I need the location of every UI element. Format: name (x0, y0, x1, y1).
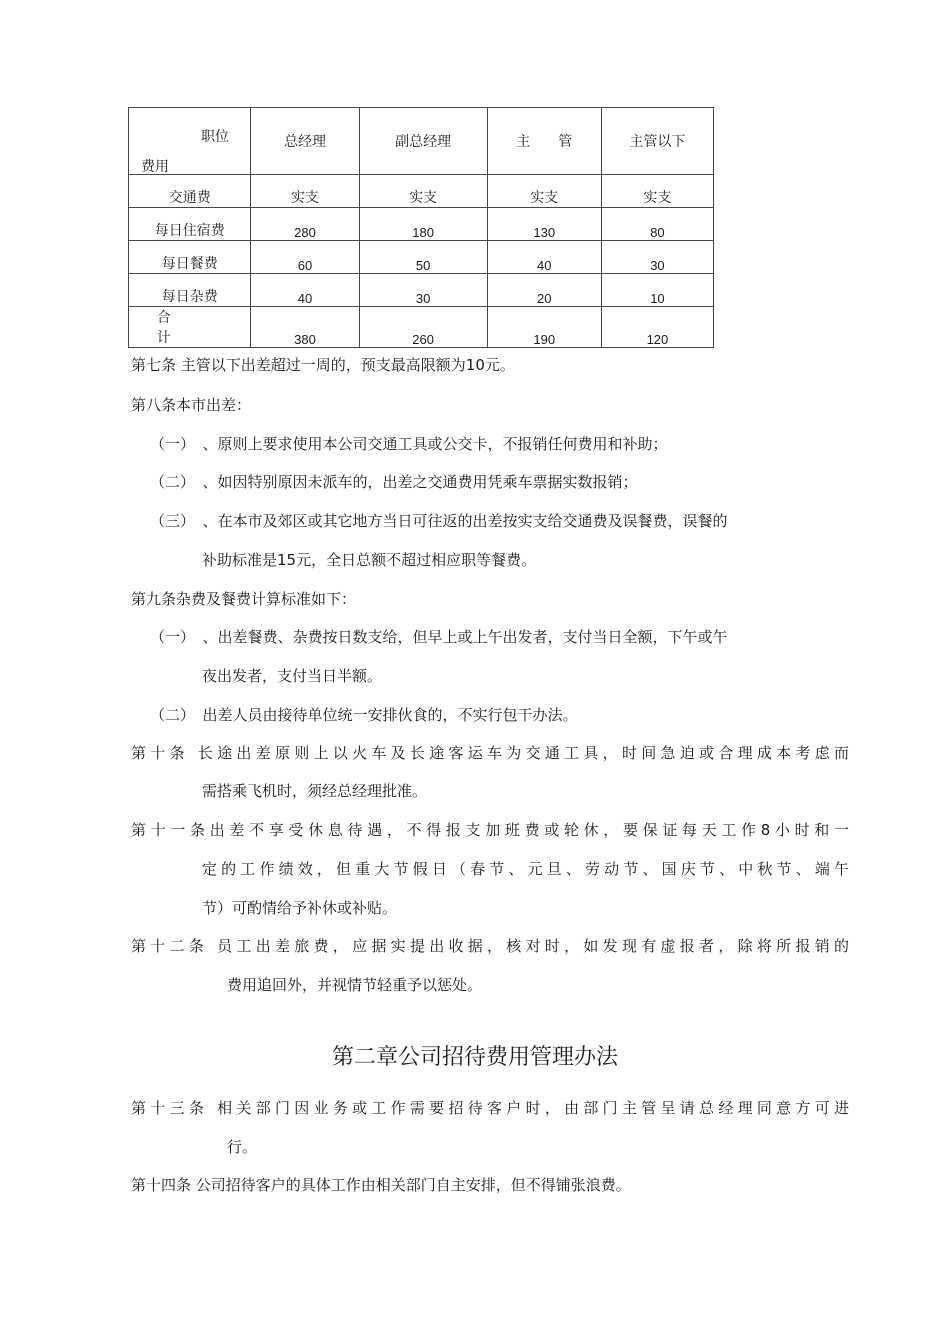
row-label: 交通费 (129, 175, 251, 208)
article-7: 第七条 主管以下出差超过一周的，预支最高限额为10元。 (131, 356, 515, 374)
table-cell: 实支 (601, 175, 713, 208)
row-label: 每日餐费 (129, 241, 251, 274)
table-cell: 实支 (251, 175, 359, 208)
travel-expense-table (128, 107, 714, 348)
table-corner-cell (129, 108, 251, 175)
table-cell: 20 (487, 274, 601, 307)
article-10: 第十条 长途出差原则上以火车及长途客运车为交通工具，时间急迫或合理成本考虑而 (131, 744, 849, 762)
article-9-item-1: （一） 、出差餐费、杂费按日数支给，但早上或上午出发者，支付当日全额，下午或午 (150, 628, 728, 646)
article-8-item-2: （二） 、如因特别原因未派车的，出差之交通费用凭乘车票据实数报销； (150, 473, 638, 491)
table-cell: 实支 (487, 175, 601, 208)
table-cell: 130 (487, 208, 601, 241)
article-9-title: 第九条杂费及餐费计算标准如下： (131, 590, 357, 608)
table-cell: 120 (601, 307, 713, 348)
article-11-cont-2: 节）可酌情给予补休或补贴。 (202, 899, 398, 917)
table-cell: 40 (251, 274, 359, 307)
table-row-total (129, 307, 714, 348)
table-cell: 40 (487, 241, 601, 274)
article-12-cont: 费用追回外，并视情节轻重予以惩处。 (227, 976, 483, 994)
table-cell: 10 (601, 274, 713, 307)
table-cell: 实支 (359, 175, 487, 208)
article-8-item-1: （一） 、原则上要求使用本公司交通工具或公交卡，不报销任何费用和补助； (150, 435, 668, 453)
table-cell: 60 (251, 241, 359, 274)
table-cell: 80 (601, 208, 713, 241)
table-row (129, 274, 714, 307)
table-cell: 380 (251, 307, 359, 348)
article-8-title: 第八条本市出差： (131, 396, 252, 414)
article-14: 第十四条 公司招待客户的具体工作由相关部门自主安排，但不得铺张浪费。 (131, 1176, 631, 1194)
article-9-item-1-cont: 夜出发者，支付当日半额。 (202, 667, 383, 685)
table-row (129, 208, 714, 241)
header-general-manager: 总经理 (251, 108, 359, 175)
article-8-item-3-cont: 补助标准是15元，全日总额不超过相应职等餐费。 (202, 551, 537, 569)
article-13: 第十三条 相关部门因业务或工作需要招待客户时，由部门主管呈请总经理同意方可进 (131, 1099, 849, 1117)
row-label: 每日杂费 (129, 274, 251, 307)
table-row (129, 241, 714, 274)
corner-expense-label: 费用 (141, 159, 169, 175)
table-row (129, 175, 714, 208)
row-label-total: 合计 (129, 307, 251, 348)
article-13-cont: 行。 (227, 1138, 258, 1156)
table-cell: 180 (359, 208, 487, 241)
table-cell: 190 (487, 307, 601, 348)
article-11-cont-1: 定的工作绩效，但重大节假日（春节、元旦、劳动节、国庆节、中秋节、端午 (202, 860, 849, 878)
header-deputy-general-manager: 副总经理 (359, 108, 487, 175)
table-cell: 30 (601, 241, 713, 274)
article-9-item-2: （二） 出差人员由接待单位统一安排伙食的，不实行包干办法。 (150, 706, 578, 724)
chapter-heading: 第二章公司招待费用管理办法 (331, 1045, 618, 1070)
table-header-row (129, 108, 714, 175)
header-below-supervisor: 主管以下 (601, 108, 713, 175)
table-cell: 260 (359, 307, 487, 348)
header-supervisor: 主 管 (487, 108, 601, 175)
table-cell: 50 (359, 241, 487, 274)
table-cell: 280 (251, 208, 359, 241)
article-8-item-3: （三） 、在本市及郊区或其它地方当日可往返的出差按实支给交通费及误餐费，误餐的 (150, 512, 728, 530)
row-label: 每日住宿费 (129, 208, 251, 241)
article-12: 第十二条 员工出差旅费，应据实提出收据，核对时，如发现有虚报者，除将所报销的 (131, 937, 849, 955)
table-cell: 30 (359, 274, 487, 307)
article-11: 第十一条出差不享受休息待遇，不得报支加班费或轮休，要保证每天工作8小时和一 (131, 821, 849, 839)
corner-position-label: 职位 (201, 129, 229, 145)
article-10-cont: 需搭乘飞机时，须经总经理批准。 (202, 782, 428, 800)
